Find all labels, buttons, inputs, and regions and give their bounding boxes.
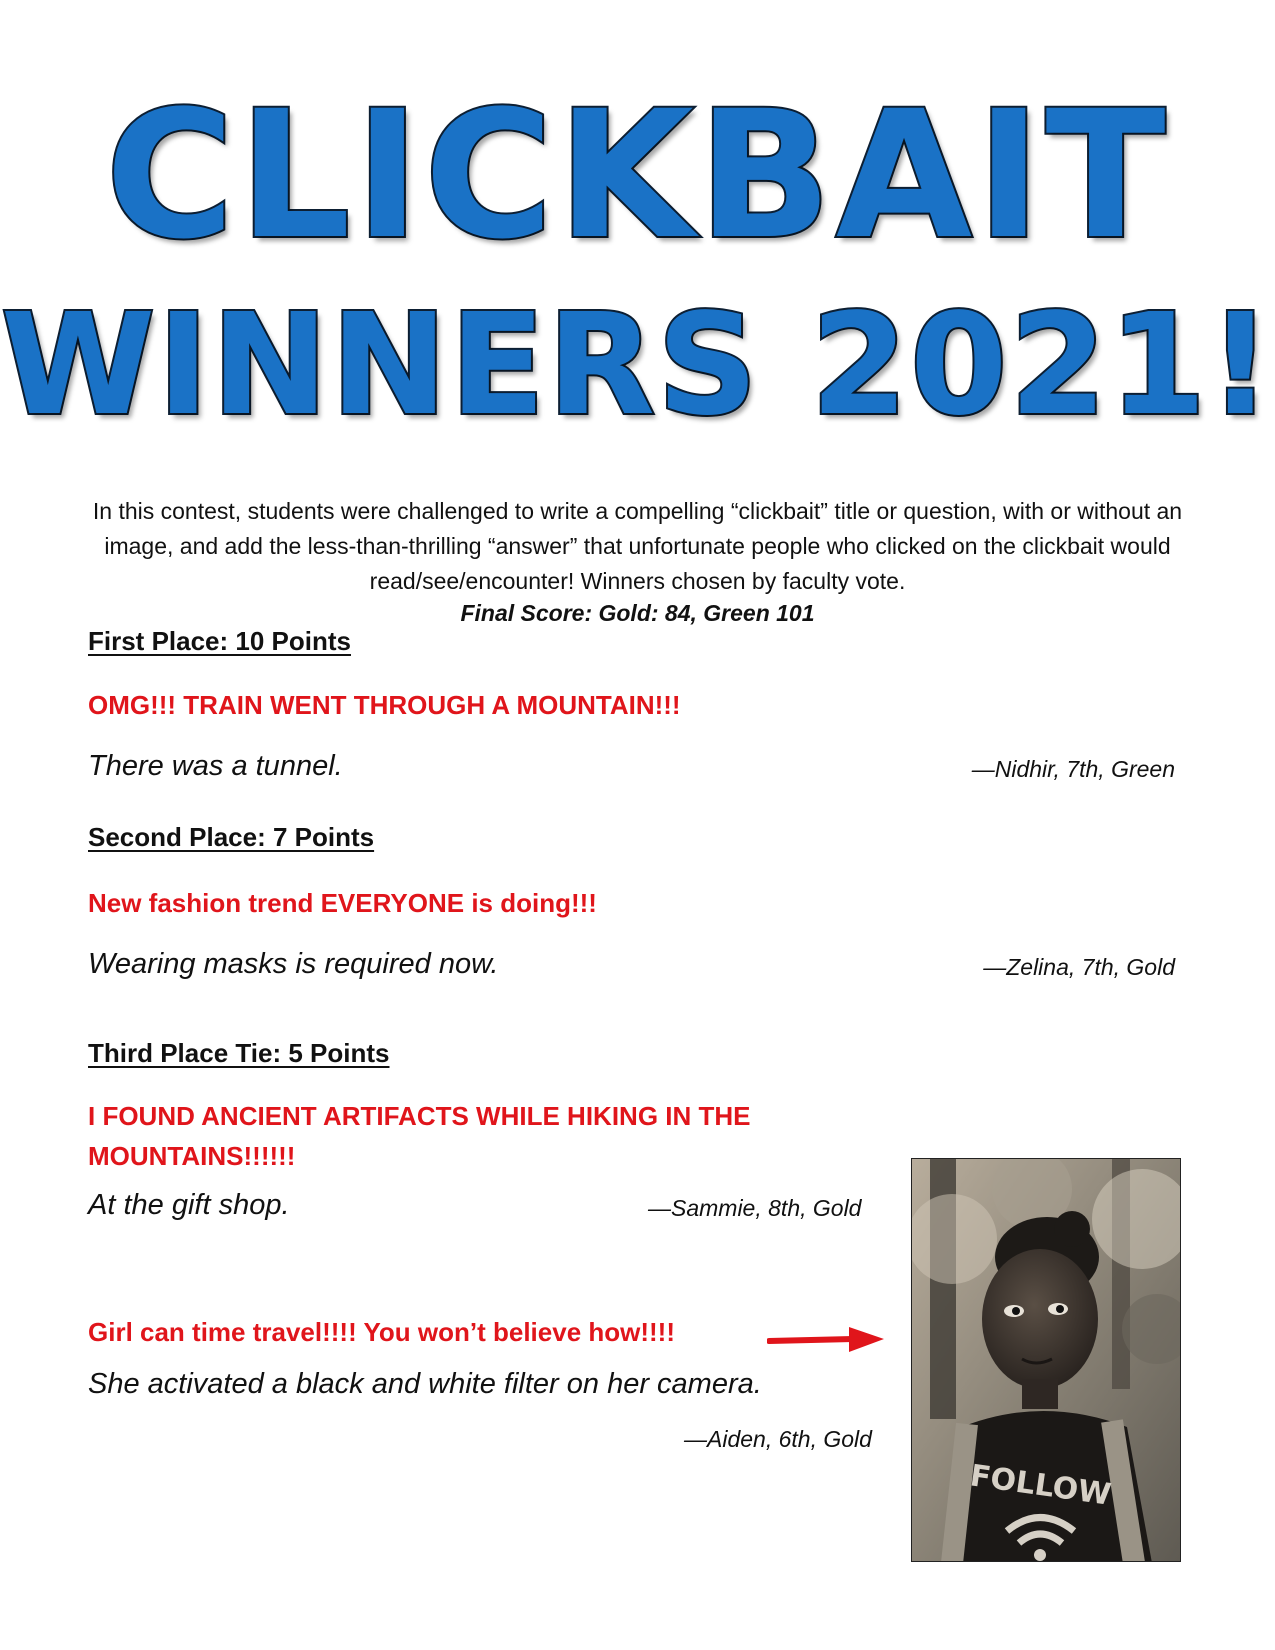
third-place-headline-1: I FOUND ANCIENT ARTIFACTS WHILE HIKING IN THE MOUNTAINS!!!!!! [88,1101,751,1171]
third-place-credit-1: —Sammie, 8th, Gold [648,1195,862,1221]
girl-photo [911,1158,1181,1562]
first-place-heading: First Place: 10 Points [88,626,351,656]
first-place-answer: There was a tunnel. [88,750,343,782]
third-place-heading: Third Place Tie: 5 Points [88,1038,390,1068]
second-place-credit: —Zelina, 7th, Gold [983,954,1175,980]
second-place-answer: Wearing masks is required now. [88,948,499,980]
shirt-text: FOLLOW [967,1458,1114,1513]
third-place-credit-2: —Aiden, 6th, Gold [684,1426,872,1452]
third-place-headline-2: Girl can time travel!!!! You won’t believe how!!!! [88,1317,675,1347]
third-place-answer-1: At the gift shop. [88,1189,290,1221]
red-arrow-icon [767,1323,887,1357]
third-place-answer-2: She activated a black and white filter on her camera. [88,1368,762,1400]
first-place-headline: OMG!!! TRAIN WENT THROUGH A MOUNTAIN!!! [88,690,681,720]
page-title-line-1: CLICKBAIT [105,73,1170,278]
contest-description: In this contest, students were challenged to write a compelling “clickbait” title or question, with or without an image, and add the less-than-thrilling “answer” that unfortunate people who clicked on the clickbait would read/see/encounter! Winners chosen by faculty vote. [92,498,1183,594]
girl-photo-illustration [912,1159,1181,1562]
second-place-headline: New fashion trend EVERYONE is doing!!! [88,888,597,918]
page-title-line-2: WINNERS 2021! [0,284,1275,447]
second-place-heading: Second Place: 7 Points [88,822,375,852]
final-score: Final Score: Gold: 84, Green 101 [460,600,815,626]
first-place-credit: —Nidhir, 7th, Green [971,756,1175,782]
